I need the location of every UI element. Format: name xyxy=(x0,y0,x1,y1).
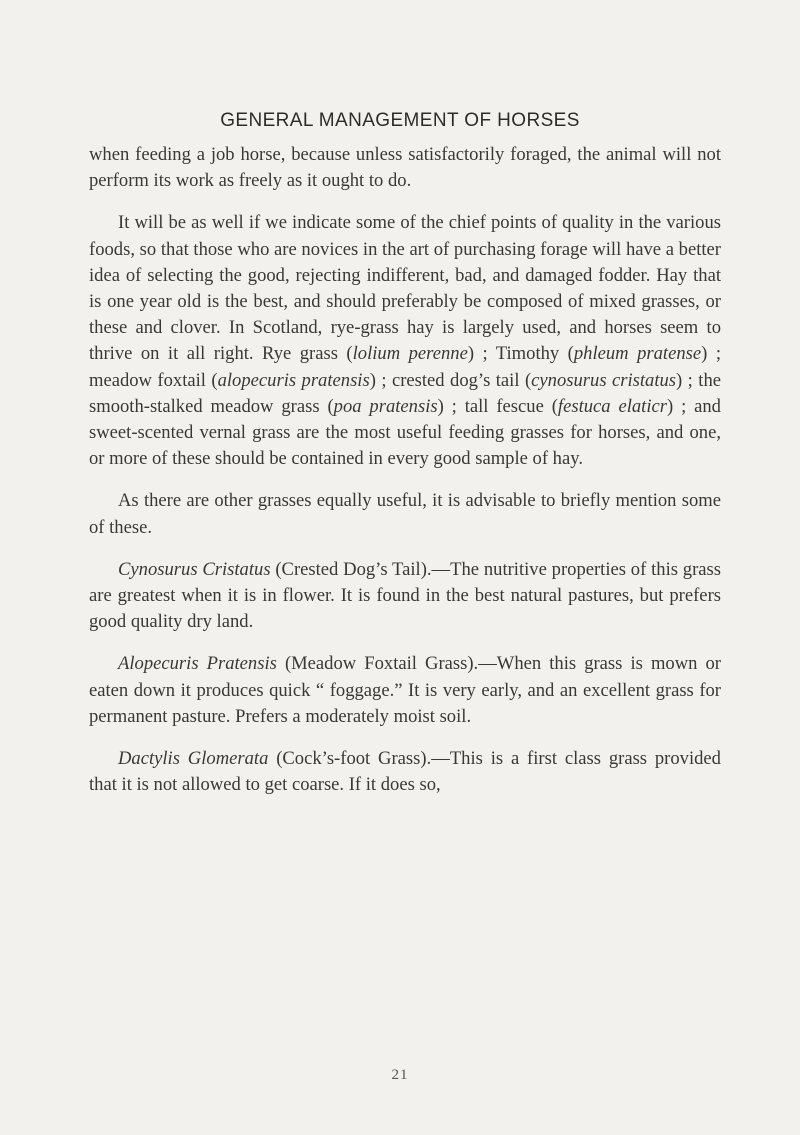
text-run: As there are other grasses equally useful, it is advisable to briefly mention some of these. xyxy=(89,490,721,538)
text-run: It will be as well if we indicate some of the chief points of quality in the various foods, so that those who are novices in the art of purchasing forage will have a better idea of selecting the good, rejecting indifferent, bad, and damaged fodder. Hay that is one year old is the best, and should preferably be composed of mixed grasses, or these and clover. In Scotland, rye-grass hay is largely used, and horses seem to thrive on it all right. Rye grass ( xyxy=(89,212,721,365)
page-number: 21 xyxy=(391,1067,409,1083)
italic-term: alopecuris pratensis xyxy=(217,369,370,391)
text-run: ) ; Timothy ( xyxy=(467,343,574,365)
paragraph xyxy=(89,651,721,730)
text-run: (Cock’s-foot Grass).—This is a first class grass provided that it is not allowed to get coarse. If it does so, xyxy=(89,748,721,796)
paragraph xyxy=(89,142,721,194)
italic-term: Alopecuris Pratensis xyxy=(118,653,277,675)
text-run: ) ; and sweet-scented vernal grass are the most useful feeding grasses for horses, and one, or more of these should be contained in every good sample of hay. xyxy=(89,395,721,470)
body-text xyxy=(89,142,721,798)
italic-term: Dactylis Glomerata xyxy=(118,748,269,770)
paragraph xyxy=(89,557,721,636)
italic-term: lolium perenne xyxy=(352,343,468,365)
paragraph xyxy=(89,488,721,540)
italic-term: phleum pratense xyxy=(573,343,702,365)
text-run: ) ; meadow foxtail ( xyxy=(89,343,721,391)
italic-term: poa pratensis xyxy=(333,395,438,417)
paragraph xyxy=(89,746,721,798)
text-run: ) ; crested dog’s tail ( xyxy=(369,369,532,391)
italic-term: Cynosurus Cristatus xyxy=(118,558,271,580)
italic-term: festuca elaticr xyxy=(557,395,668,417)
text-run: ) ; tall fescue ( xyxy=(437,395,558,417)
text-run: ) ; the smooth-stalked meadow grass ( xyxy=(89,369,721,417)
text-run: (Crested Dog’s Tail).—The nutritive properties of this grass are greatest when it is in flower. It is found in the best natural pastures, but prefers good quality dry land. xyxy=(89,558,721,633)
italic-term: cynosurus cristatus xyxy=(531,369,677,391)
paragraph xyxy=(89,210,721,472)
running-head: GENERAL MANAGEMENT OF HORSES xyxy=(220,110,580,131)
text-run: when feeding a job horse, because unless satisfactorily foraged, the animal will not perform its work as freely as it ought to do. xyxy=(89,144,721,192)
text-run: (Meadow Foxtail Grass).—When this grass is mown or eaten down it produces quick “ foggage.” It is very early, and an excellent grass for permanent pasture. Prefers a moderately moist soil. xyxy=(89,653,721,727)
